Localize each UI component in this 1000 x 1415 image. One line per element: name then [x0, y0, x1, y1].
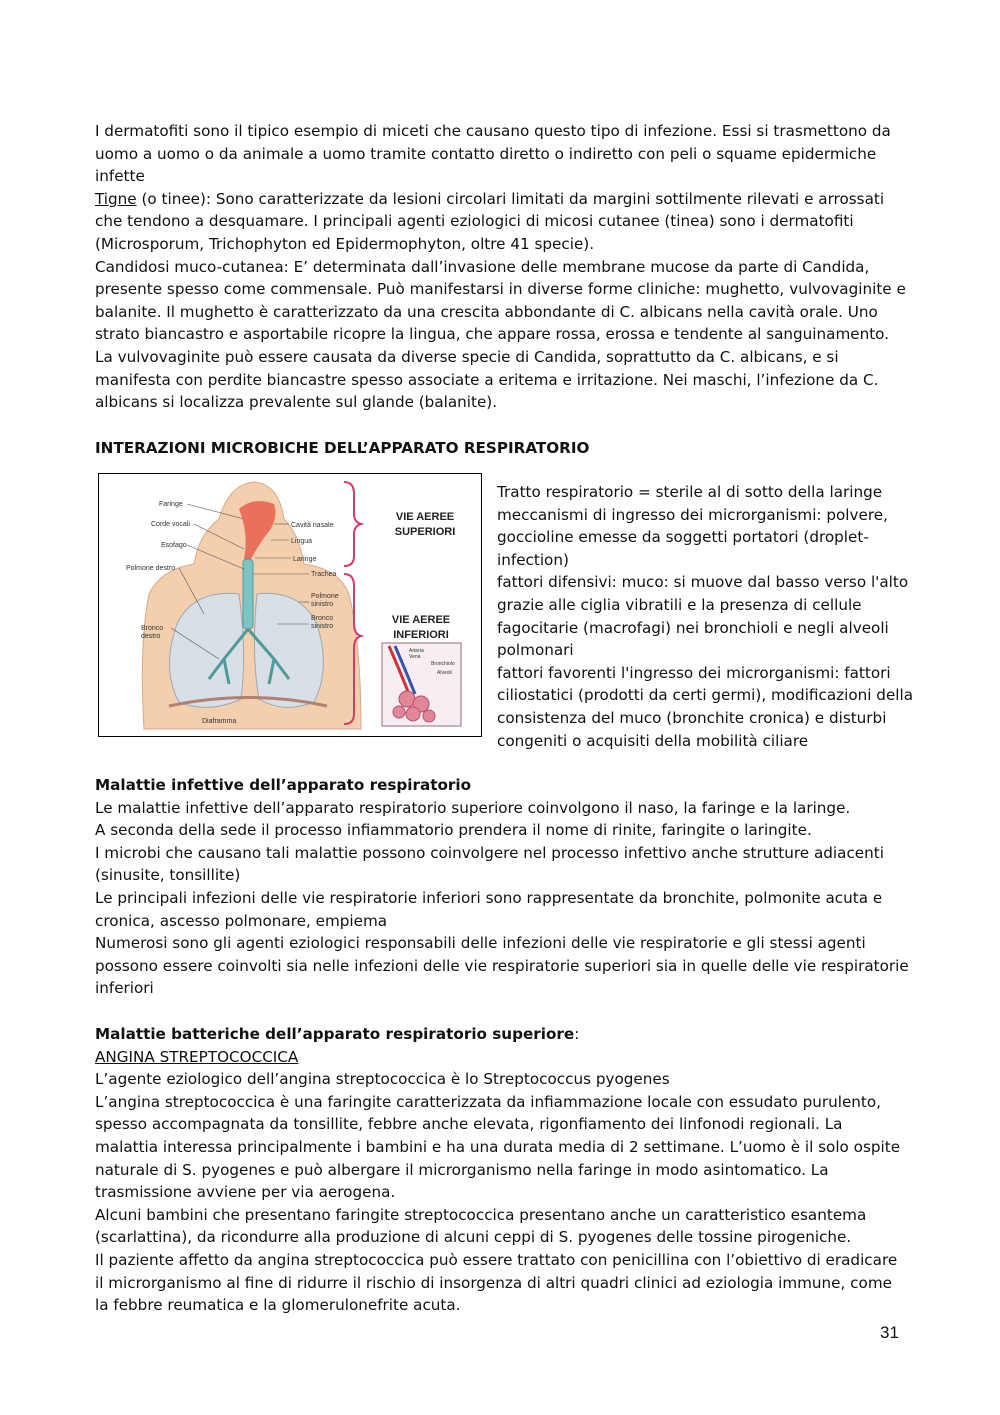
candidosi-paragraph: Candidosi muco-cutanea: E’ determinata dall’invasione delle membrane mucose da parte di Candida, presente spesso come commensale. Può manifestarsi in diverse forme cliniche: mughetto, vulvovaginite e balanite. Il mughetto è caratterizzato da una crescita abbondante di C. albicans nella cavità orale. Uno strato biancastro e asportabile ricopre la lingua, che appare rossa, erossa e tendente al sanguinamento. La vulvovaginite può essere causata da diverse specie di Candida, soprattutto da C. albicans, e si manifesta con perdite biancastre spesso associate a eritema e irritazione. Nei maschi, l’infezione da C. albicans si localizza prevalente sul glande (balanite). — [95, 257, 906, 412]
label-polmone-sinistro-1: Polmone — [311, 593, 339, 600]
malattie-batteriche-heading: Malattie batteriche dell’apparato respiratorio superiore — [95, 1025, 575, 1043]
malattie-line-1: Le malattie infettive dell’apparato respiratorio superiore coinvolgono il naso, la faringe e la laringe. — [95, 798, 851, 817]
note-favorenti: fattori favorenti l'ingresso dei microrganismi: fattori ciliostatici (prodotti da certi germi), modificazioni della consistenza del muco (bronchite cronica) e disturbi congeniti o acquisiti della mobilità ciliare — [497, 663, 914, 750]
label-bronco-destro-2: destro — [141, 633, 161, 640]
respiratory-system-figure — [98, 473, 482, 737]
malattie-batteriche-heading-line — [95, 1023, 910, 1046]
label-polmone-destro: Polmone destro — [126, 565, 176, 572]
label-vie-aeree-superiori-2: SUPERIORI — [394, 526, 456, 538]
note-difensivi: fattori difensivi: muco: si muove dal basso verso l'alto grazie alle ciglia vibratili e la presenza di cellule fagocitarie (macrofagi) nei bronchioli e negli alveoli polmonari — [497, 573, 909, 660]
section-heading-respiratorio: INTERAZIONI MICROBICHE DELL’APPARATO RESPIRATORIO — [95, 439, 590, 457]
label-alveoli: Alveoli — [437, 670, 452, 676]
malattie-line-2: A seconda della sede il processo infiammatorio prendera il nome di rinite, faringite o laringite. — [95, 821, 812, 840]
page-number: 31 — [880, 1323, 899, 1342]
label-polmone-sinistro-2: sinistro — [311, 601, 334, 608]
label-trachea: Trachea — [311, 571, 337, 578]
respiratory-diagram — [99, 474, 481, 736]
angina-line-1: L’agente eziologico dell’angina streptococcica è lo Streptococcus pyogenes — [95, 1070, 670, 1089]
tigne-term: Tigne — [95, 189, 137, 208]
malattie-infettive-section — [95, 774, 910, 1000]
label-bronco-sinistro-2: sinistro — [311, 623, 334, 630]
intro-section — [95, 120, 910, 414]
label-lingua: Lingua — [291, 538, 313, 545]
alveoli-inset — [382, 643, 461, 726]
label-corde-vocali: Corde vocali — [151, 521, 190, 528]
label-vie-aeree-inferiori-2: INFERIORI — [393, 629, 449, 641]
label-vie-aeree-superiori-1: VIE AEREE — [395, 511, 455, 523]
label-faringe: Faringe — [159, 501, 183, 508]
upper-airways-bracket — [344, 482, 361, 566]
label-bronco-destro-1: Bronco — [141, 625, 164, 632]
malattie-line-3: I microbi che causano tali malattie possono coinvolgere nel processo infettivo anche strutture adiacenti (sinusite, tonsillite) — [95, 843, 884, 885]
note-sterile: Tratto respiratorio = sterile al di sotto della laringe — [497, 483, 883, 501]
label-vie-aeree-inferiori-1: VIE AEREE — [391, 614, 451, 626]
angina-line-2: L’angina streptococcica è una faringite caratterizzata da infiammazione locale con essudato purulento, spesso accompagnata da tonsillite, febbre anche elevata, rigonfiamento dei linfonodi regionali. La malattia interessa principalmente i bambini e ha una durata media di 2 settimane. L’uomo è il solo ospite naturale di S. pyogenes e può albergare il microrganismo nella faringe in modo asintomatico. La trasmissione avviene per via aerogena. — [95, 1092, 901, 1202]
malattie-line-5: Numerosi sono gli agenti eziologici responsabili delle infezioni delle vie respiratorie e gli stessi agenti possono essere coinvolti sia nelle infezioni delle vie respiratorie superiori sia in quelle delle vie respiratorie inferiori — [95, 934, 909, 998]
angina-line-4: Il paziente affetto da angina streptococcica può essere trattato con penicillina con l’obiettivo di eradicare il microrganismo al fine di ridurre il rischio di insorgenza di altri quadri clinici ad eziologia immune, come la febbre reumatica e la glomerulonefrite acuta. — [95, 1250, 898, 1315]
malattie-batteriche-section — [95, 1023, 910, 1317]
angina-line-3: Alcuni bambini che presentano faringite streptococcica presentano anche un caratteristico esantema (scarlattina), da ricondurre alla produzione di alcuni ceppi di S. pyogenes delle tossine pirogeniche. — [95, 1205, 867, 1247]
label-laringe: Laringe — [293, 556, 317, 563]
malattie-line-4: Le principali infezioni delle vie respiratorie inferiori sono rappresentate da bronchite, polmonite acuta e cronica, ascesso polmonare, empiema — [95, 888, 883, 930]
heading-colon: : — [574, 1025, 580, 1043]
tigne-paragraph — [95, 188, 910, 256]
label-bronco-sinistro-1: Bronco — [311, 615, 334, 622]
respiratory-notes — [497, 481, 917, 752]
label-diaframma: Diaframma — [202, 718, 237, 725]
label-bronchiolo: Bronchiolo — [431, 661, 455, 667]
tigne-description: (o tinee): Sono caratterizzate da lesioni circolari limitati da margini sottilmente rilevati e arrossati che tendono a desquamare. I principali agenti eziologici di micosi cutanee (tinea) sono i dermatofiti (Microsporum, Trichophyton ed Epidermophyton, oltre 41 specie). — [95, 189, 885, 253]
angina-subheading: ANGINA STREPTOCOCCICA — [95, 1047, 299, 1066]
note-ingresso: meccanismi di ingresso dei microrganismi: polvere, goccioline emesse da soggetti portatori (droplet-infection) — [497, 505, 888, 569]
label-esofago: Esofago — [161, 542, 187, 549]
label-cavita-nasale: Cavità nasale — [291, 522, 334, 529]
trachea — [243, 559, 253, 629]
label-arteria: Arteria — [409, 648, 424, 654]
label-vena: Vena — [409, 654, 421, 660]
malattie-infettive-heading: Malattie infettive dell’apparato respiratorio — [95, 776, 472, 794]
dermatofiti-paragraph: I dermatofiti sono il tipico esempio di miceti che causano questo tipo di infezione. Essi si trasmettono da uomo a uomo o da animale a uomo tramite contatto diretto o indiretto con peli o squame epidermiche infette — [95, 122, 891, 186]
